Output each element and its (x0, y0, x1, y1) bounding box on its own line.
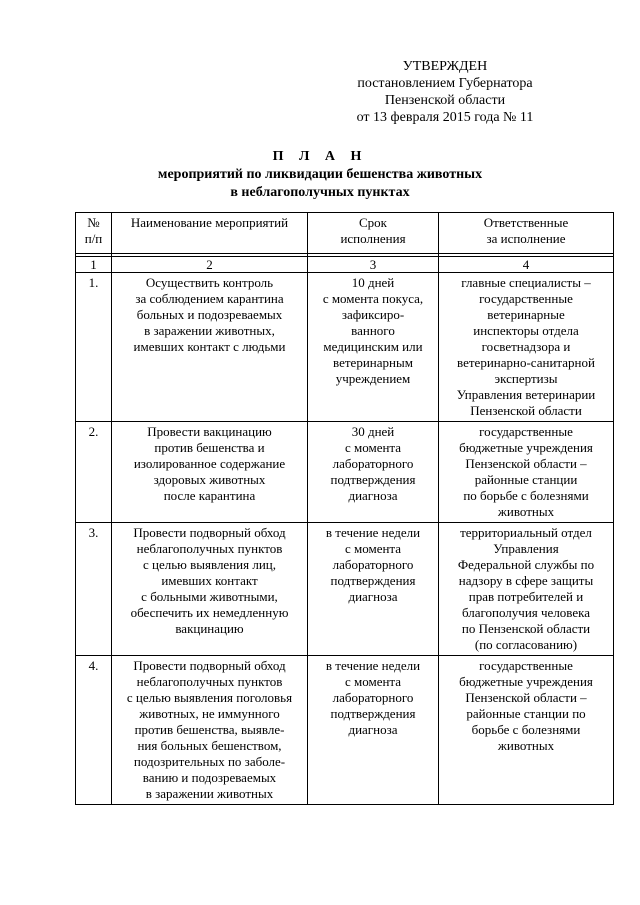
row-responsible-line: районные станции по (466, 706, 586, 721)
row-action (112, 523, 308, 656)
row-action-line: неблагополучных пунктов (136, 541, 283, 556)
row-action-line: против бешенства, выявле- (134, 722, 285, 737)
table-header-row (76, 213, 614, 254)
row-responsible (439, 523, 614, 656)
table-row (76, 273, 614, 422)
row-term-line: лабораторного (332, 557, 414, 572)
row-responsible-line: Управления ветеринарии (456, 387, 596, 402)
row-term (308, 523, 439, 656)
row-term-line: с момента (344, 674, 402, 689)
row-responsible (439, 656, 614, 805)
row-action-line: здоровых животных (153, 472, 266, 487)
row-term-line: лабораторного (332, 456, 414, 471)
row-responsible-line: прав потребителей и (468, 589, 584, 604)
row-term-line: подтверждения (330, 573, 416, 588)
approval-line: постановлением Губернатора (357, 76, 533, 91)
row-number: 4. (76, 656, 112, 805)
row-responsible-line: государственные (479, 424, 573, 439)
row-term-line: с момента (344, 541, 402, 556)
plan-title (60, 148, 580, 202)
row-action-line: животных, не иммунного (139, 706, 280, 721)
header-responsible: Ответственные за исполнение (439, 213, 614, 254)
row-term-line: медицинским или (323, 339, 423, 354)
table-row (76, 656, 614, 805)
row-action-line: Осуществить контроль (145, 275, 274, 290)
row-term-line: учреждением (335, 371, 411, 386)
row-action-line: ванию и подозреваемых (142, 770, 277, 785)
row-responsible-line: Федеральной службы по (457, 557, 595, 572)
row-action-line: после карантина (163, 488, 256, 503)
row-action-line: Провести подворный обход (133, 525, 286, 540)
row-responsible-line: ветеринарно-санитарной (457, 355, 595, 370)
row-responsible-line: надзору в сфере защиты (458, 573, 594, 588)
header-number: № п/п (76, 213, 112, 254)
row-responsible-line: по борьбе с болезнями (463, 488, 589, 503)
row-action-line: с больными животными, (141, 589, 278, 604)
row-action-line: с целью выявления лиц, (143, 557, 276, 572)
row-responsible-line: инспекторы отдела (473, 323, 579, 338)
row-number: 1. (76, 273, 112, 422)
approval-block (320, 58, 570, 126)
row-action-line: изолированное содержание (133, 456, 286, 471)
row-responsible-line: борьбе с болезнями (471, 722, 581, 737)
row-term-line: лабораторного (332, 690, 414, 705)
row-action (112, 422, 308, 523)
row-responsible-line: Управления (493, 541, 559, 556)
row-responsible-line: животных (497, 738, 555, 753)
approval-line: от 13 февраля 2015 года № 11 (356, 110, 534, 125)
row-term-line: с момента покуса, (322, 291, 424, 306)
row-action-line: неблагополучных пунктов (136, 674, 283, 689)
row-term-line: ветеринарным (333, 355, 413, 370)
row-action-line: вакцинацию (175, 621, 244, 636)
row-responsible-line: Пензенской области – (465, 456, 587, 471)
row-responsible-line: бюджетные учреждения (459, 440, 593, 455)
row-term-line: подтверждения (330, 472, 416, 487)
row-term-line: с момента (344, 440, 402, 455)
approval-line: Пензенской области (384, 93, 506, 108)
row-action-line: обеспечить их немедленную (130, 605, 289, 620)
row-responsible-line: государственные (479, 291, 573, 306)
row-responsible (439, 422, 614, 523)
row-responsible-line: животных (497, 504, 555, 519)
row-term-line: в течение недели (325, 525, 421, 540)
row-action-line: больных и подозреваемых (136, 307, 283, 322)
row-action (112, 656, 308, 805)
row-responsible-line: главные специалисты – (461, 275, 591, 290)
row-term-line: 30 дней (351, 424, 395, 439)
row-term-line: диагноза (348, 488, 398, 503)
row-action-line: ния больных бешенством, (137, 738, 282, 753)
row-number: 3. (76, 523, 112, 656)
row-term (308, 273, 439, 422)
row-responsible-line: государственные (479, 658, 573, 673)
row-term-line: ванного (351, 323, 395, 338)
row-term-line: зафиксиро- (341, 307, 405, 322)
row-action (112, 273, 308, 422)
row-responsible-line: госветнадзора и (481, 339, 571, 354)
row-responsible-line: Пензенской области (470, 403, 582, 418)
table-row (76, 523, 614, 656)
row-action-line: за соблюдением карантина (135, 291, 284, 306)
row-responsible-line: ветеринарные (487, 307, 565, 322)
row-responsible-line: экспертизы (494, 371, 558, 386)
row-term (308, 656, 439, 805)
column-number: 1 (76, 257, 112, 273)
approval-line: УТВЕРЖДЕН (402, 59, 488, 74)
measures-table (75, 212, 614, 805)
row-action-line: имевших контакт (161, 573, 258, 588)
row-term (308, 422, 439, 523)
row-action-line: против бешенства и (154, 440, 265, 455)
row-action-line: имевших контакт с людьми (133, 339, 286, 354)
column-number: 2 (112, 257, 308, 273)
header-term: Срок исполнения (308, 213, 439, 254)
row-term-line: диагноза (348, 589, 398, 604)
row-responsible-line: районные станции (474, 472, 578, 487)
plan-subtitle-line: мероприятий по ликвидации бешенства животных (157, 167, 483, 182)
row-responsible (439, 273, 614, 422)
row-action-line: в заражении животных, (144, 323, 275, 338)
column-number-row (76, 257, 614, 273)
row-responsible-line: Пензенской области – (465, 690, 587, 705)
row-term-line: диагноза (348, 722, 398, 737)
row-term-line: подтверждения (330, 706, 416, 721)
row-action-line: Провести вакцинацию (147, 424, 272, 439)
row-responsible-line: территориальный отдел (460, 525, 592, 540)
row-action-line: подозрительных по заболе- (133, 754, 286, 769)
column-number: 4 (439, 257, 614, 273)
table-row (76, 422, 614, 523)
plan-subtitle-line: в неблагополучных пунктах (230, 185, 410, 200)
header-action: Наименование мероприятий (112, 213, 308, 254)
plan-heading: П Л А Н (272, 149, 368, 164)
row-responsible-line: по Пензенской области (461, 621, 591, 636)
row-term-line: в течение недели (325, 658, 421, 673)
row-term-line: 10 дней (351, 275, 395, 290)
row-action-line: в заражении животных (145, 786, 274, 801)
row-action-line: с целью выявления поголовья (126, 690, 293, 705)
row-action-line: Провести подворный обход (133, 658, 286, 673)
row-responsible-line: благополучия человека (461, 605, 591, 620)
row-responsible-line: бюджетные учреждения (459, 674, 593, 689)
row-number: 2. (76, 422, 112, 523)
column-number: 3 (308, 257, 439, 273)
row-responsible-line: (по согласованию) (474, 637, 578, 652)
